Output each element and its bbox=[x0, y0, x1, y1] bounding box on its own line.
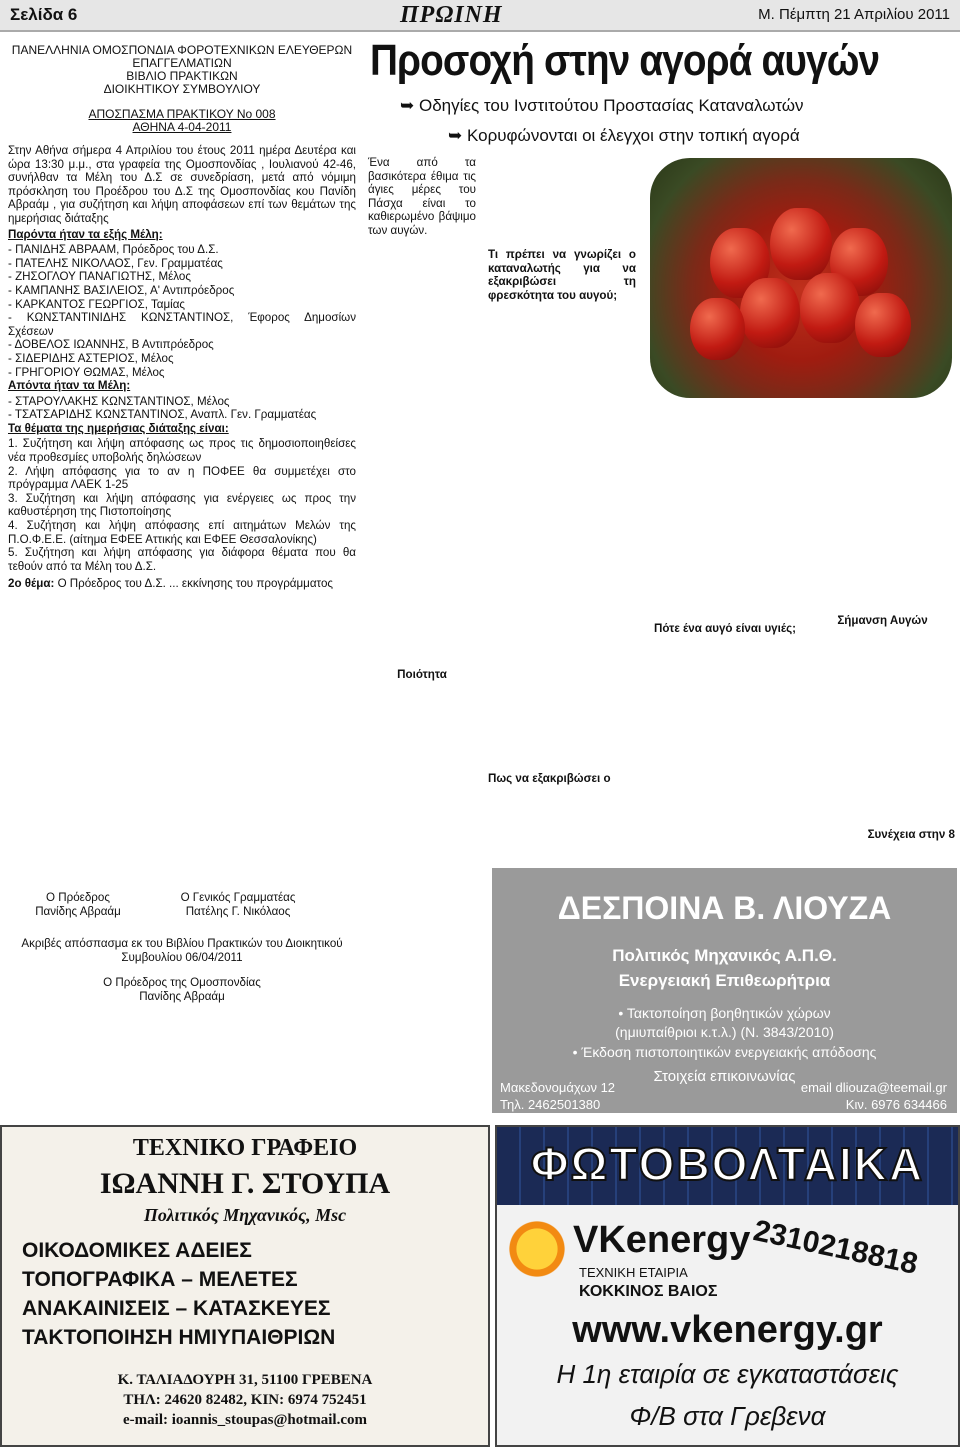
page-number: Σελίδα 6 bbox=[10, 5, 78, 24]
ad-email: email dliouza@teemail.gr bbox=[800, 1080, 947, 1095]
ad-service: • Τακτοποίηση βοηθητικών χώρων (ημιυπαίθριοι κ.τ.λ.) (Ν. 3843/2010) bbox=[615, 1005, 834, 1040]
newspaper-logo: ΠΡΩΙΝΗ bbox=[400, 2, 503, 28]
list-item: 3. Συζήτηση και λήψη απόφασης για ενέργειες ως προς την καθυστέρηση της Πιστοποίησης bbox=[8, 491, 356, 519]
signature-title: Ο Γενικός Γραμματέας bbox=[180, 891, 296, 904]
ad-service: ΤΟΠΟΓΡΑΦΙΚΑ – ΜΕΛΕΤΕΣ bbox=[22, 1268, 298, 1291]
list-item: 2. Λήψη απόφασης για το αν η ΠΟΦΕΕ θα συμμετέχει στο πρόγραμμα ΛΑΕΚ 1-25 bbox=[8, 464, 356, 492]
ad-email: e-mail: ioannis_stoupas@hotmail.com bbox=[123, 1412, 367, 1428]
board-title: ΔΙΟΙΚΗΤΙΚΟΥ ΣΥΜΒΟΥΛΙΟΥ bbox=[103, 82, 261, 96]
subtitle-text: Οδηγίες του Ινστιτούτου Προστασίας Καταναλωτών bbox=[418, 96, 804, 115]
ad-phone: ΤΗΛ: 24620 82482, ΚΙΝ: 6974 752451 bbox=[123, 1392, 367, 1408]
minutes-date: ΑΘΗΝΑ 4-04-2011 bbox=[132, 120, 232, 134]
ad-name: ΙΩΑΝΝΗ Γ. ΣΤΟΥΠΑ bbox=[99, 1167, 391, 1200]
absent-heading: Απόντα ήταν τα Μέλη: bbox=[8, 379, 131, 393]
section-heading: Σήμανση Αυγών bbox=[837, 614, 928, 627]
issue-date: Μ. Πέμπτη 21 Απριλίου 2011 bbox=[758, 6, 950, 23]
article-column-2 bbox=[488, 156, 636, 788]
article-text: Ένα από τα βασικότερα έθιμα τις άγιες μέρες του Πάσχα είναι το καθιερωμένο βάψιμο των αυγών. bbox=[368, 156, 476, 237]
list-item: - ΓΡΗΓΟΡΙΟΥ ΘΩΜΑΣ, Μέλος bbox=[8, 365, 165, 379]
signature-name: Πανίδης Αβραάμ bbox=[35, 904, 121, 918]
book-title: ΒΙΒΛΙΟ ΠΡΑΚΤΙΚΩΝ bbox=[126, 69, 238, 83]
ad-phone: Τηλ. 2462501380 bbox=[500, 1097, 601, 1112]
engineer-ad-stoupas bbox=[0, 1125, 490, 1447]
article-subtitle-2 bbox=[448, 126, 800, 146]
list-item: - ΣΤΑΡΟΥΛΑΚΗΣ ΚΩΝΣΤΑΝΤΙΝΟΣ, Μέλος bbox=[8, 394, 230, 408]
section-heading: Πότε ένα αυγό είναι υγιές; bbox=[654, 622, 796, 635]
copy-note: Ακριβές απόσπασμα εκ του Βιβλίου Πρακτικών του Διοικητικού Συμβουλίου 06/04/2011 bbox=[21, 937, 343, 964]
list-item: - ΖΗΣΟΓΛΟΥ ΠΑΝΑΓΙΩΤΗΣ, Μέλος bbox=[8, 270, 191, 284]
list-item: 1. Συζήτηση και λήψη απόφασης ως προς τις δημοσιοποιηθείσες νέα προθεσμίες υποβολής δηλώσεων bbox=[8, 437, 356, 465]
sun-logo-icon bbox=[505, 1217, 569, 1281]
ad-office: ΤΕΧΝΙΚΟ ΓΡΑΦΕΙΟ bbox=[132, 1135, 358, 1161]
continued-note: Συνέχεια στην 8 bbox=[867, 827, 955, 841]
arrow-right-icon: ➥ bbox=[448, 126, 463, 145]
signature-title: Ο Πρόεδρος bbox=[46, 891, 110, 904]
final-signature-name: Πανίδης Αβραάμ bbox=[139, 989, 225, 1003]
ad-contact-name: ΚΟΚΚΙΝΟΣ ΒΑΙΟΣ bbox=[579, 1283, 718, 1300]
ad-slogan: Η 1η εταιρία σε εγκαταστάσεις bbox=[556, 1359, 899, 1389]
list-item: - ΣΙΔΕΡΙΔΗΣ ΑΣΤΕΡΙΟΣ, Μέλος bbox=[8, 351, 174, 365]
topic2-label: 2ο θέμα: bbox=[8, 577, 55, 591]
ad-title: Ενεργειακή Επιθεωρήτρια bbox=[618, 971, 831, 990]
vkenergy-ad bbox=[495, 1125, 960, 1447]
list-item: 4. Συζήτηση και λήψη απόφασης επί αιτημάτων Μελών της Π.Ο.Φ.Ε.Ε. (αίτημα ΕΦΕΕ Αττικής και ΕΦΕΕ Θεσσαλονίκης) bbox=[8, 519, 356, 546]
ad-contact-heading: Στοιχεία επικοινωνίας bbox=[653, 1068, 796, 1085]
topic2-text: Ο Πρόεδρος του Δ.Σ. ... εκκίνησης του προγράμματος bbox=[54, 577, 334, 591]
ad-title: Πολιτικός Μηχανικός Α.Π.Θ. bbox=[612, 946, 837, 965]
ad-service: • Έκδοση πιστοποιητικών ενεργειακής απόδοσης bbox=[572, 1044, 877, 1060]
signature-president bbox=[8, 891, 148, 918]
list-item: 5. Συζήτηση και λήψη απόφασης για διάφορα θέματα που θα τεθούν από τα Μέλη του Δ.Σ. bbox=[8, 546, 356, 573]
article-column-3 bbox=[650, 406, 800, 638]
present-heading: Παρόντα ήταν τα εξής Μέλη: bbox=[8, 227, 163, 241]
ad-brand: VKenergy bbox=[573, 1219, 751, 1261]
ad-address: Μακεδονομάχων 12 bbox=[500, 1080, 616, 1095]
ad-title: Πολιτικός Μηχανικός, Msc bbox=[143, 1205, 347, 1225]
extract-title: ΑΠΟΣΠΑΣΜΑ ΠΡΑΚΤΙΚΟΥ Νο 008 bbox=[88, 107, 276, 121]
ad-service: ΟΙΚΟΔΟΜΙΚΕΣ ΑΔΕΙΕΣ bbox=[22, 1239, 252, 1262]
signature-secretary bbox=[158, 891, 318, 918]
article-column-4 bbox=[810, 406, 955, 843]
article-column-1 bbox=[368, 156, 476, 683]
signature-name: Πατέλης Γ. Νικόλαος bbox=[185, 904, 291, 918]
section-heading: Τι πρέπει να γνωρίζει ο καταναλωτής για να εξακριβώσει τη φρεσκότητα του αυγού; bbox=[488, 248, 636, 302]
red-eggs-photo bbox=[650, 158, 952, 398]
subtitle-text: Κορυφώνονται οι έλεγχοι στην τοπική αγορά bbox=[466, 126, 800, 145]
ad-slogan: Φ/Β στα Γρεβενα bbox=[629, 1401, 826, 1431]
list-item: - ΠΑΝΙΔΗΣ ΑΒΡΑΑΜ, Πρόεδρος του Δ.Σ. bbox=[8, 243, 219, 257]
article-subtitle-1 bbox=[400, 96, 804, 116]
ad-service: ΑΝΑΚΑΙΝΙΣΕΙΣ – ΚΑΤΑΣΚΕΥΕΣ bbox=[22, 1297, 331, 1320]
minutes-column bbox=[8, 44, 356, 1003]
ad-phone: 2310218818 bbox=[750, 1214, 921, 1281]
engineer-ad-liouza bbox=[492, 868, 957, 1113]
page-header bbox=[0, 0, 960, 32]
list-item: - ΔΟΒΕΛΟΣ ΙΩΑΝΝΗΣ, Β Αντιπρόεδρος bbox=[8, 338, 214, 352]
ad-banner: ΦΩΤΟΒΟΛΤΑΙΚΑ bbox=[530, 1138, 925, 1190]
list-item: - ΚΑΜΠΑΝΗΣ ΒΑΣΙΛΕΙΟΣ, Α' Αντιπρόεδρος bbox=[8, 283, 235, 297]
ad-company: ΤΕΧΝΙΚΗ ΕΤΑΙΡΙΑ bbox=[579, 1265, 688, 1280]
list-item: - ΤΣΑΤΣΑΡΙΔΗΣ ΚΩΝΣΤΑΝΤΙΝΟΣ, Αναπλ. Γεν. Γραμματέας bbox=[8, 408, 317, 422]
org-name: ΠΑΝΕΛΛΗΝΙΑ ΟΜΟΣΠΟΝΔΙΑ ΦΟΡΟΤΕΧΝΙΚΩΝ ΕΛΕΥΘΕΡΩΝ ΕΠΑΓΓΕΛΜΑΤΙΩΝ bbox=[11, 43, 353, 70]
ad-service: ΤΑΚΤΟΠΟΙΗΣΗ ΗΜΙΥΠΑΙΘΡΙΩΝ bbox=[22, 1326, 336, 1349]
final-signature-title: Ο Πρόεδρος της Ομοσπονδίας bbox=[103, 976, 261, 990]
ad-website: www.vkenergy.gr bbox=[572, 1309, 883, 1351]
ad-mobile: Κιν. 6976 634466 bbox=[845, 1097, 947, 1112]
article-title: Προσοχή στην αγορά αυγών bbox=[369, 36, 880, 85]
list-item: - ΚΑΡΚΑΝΤΟΣ ΓΕΩΡΓΙΟΣ, Ταμίας bbox=[8, 297, 185, 311]
section-heading: Πως να εξακριβώσει ο bbox=[488, 772, 611, 786]
list-item: - ΠΑΤΕΛΗΣ ΝΙΚΟΛΑΟΣ, Γεν. Γραμματέας bbox=[8, 256, 223, 270]
arrow-right-icon: ➥ bbox=[400, 96, 415, 115]
list-item: - ΚΩΝΣΤΑΝΤΙΝΙΔΗΣ ΚΩΝΣΤΑΝΤΙΝΟΣ, Έφορος Δημοσίων Σχέσεων bbox=[8, 311, 356, 338]
ad-name: ΔΕΣΠΟΙΝΑ Β. ΛΙΟΥΖΑ bbox=[557, 890, 892, 926]
topics-heading: Τα θέματα της ημερήσιας διάταξης είναι: bbox=[8, 421, 229, 435]
intro-text: Στην Αθήνα σήμερα 4 Απριλίου του έτους 2011 ημέρα Δευτέρα και ώρα 13:30 μ.μ., στα γραφεία της Ομοσπονδίας , Ιουλιανού 42-46, συνήλθαν τα Μέλη του Δ.Σ σε συνεδρίαση, μετά από νόμιμη πρόσκληση του Προέδρου του Δ.Σ της Ομοσπονδίας κου Πανίδη Αβραάμ , για συζήτηση και λήψη αποφάσεων επί των θεμάτων της ημερήσιας διάταξης bbox=[8, 144, 356, 225]
section-heading: Ποιότητα bbox=[397, 667, 447, 681]
present-list bbox=[8, 243, 356, 379]
ad-address: Κ. ΤΑΛΙΑΔΟΥΡΗ 31, 51100 ΓΡΕΒΕΝΑ bbox=[117, 1372, 373, 1388]
